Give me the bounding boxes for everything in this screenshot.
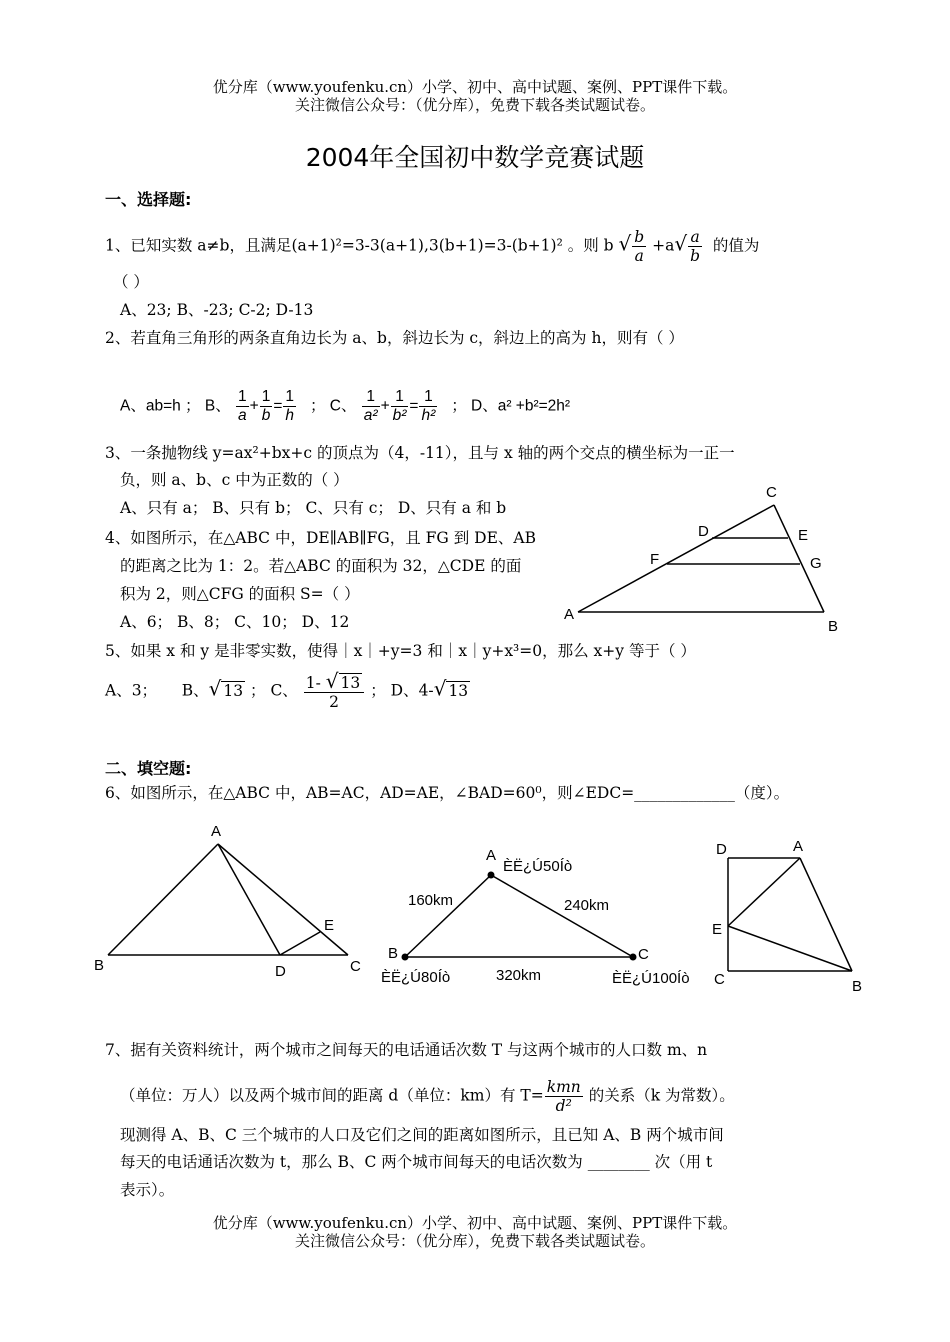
- q1-options: A、23; B、-23; C-2; D-13: [120, 301, 314, 319]
- q4-label-f: F: [650, 551, 660, 568]
- fig2-dist-ab: 160km: [408, 892, 454, 909]
- fig2-pop-b: ÈË¿Ú80Íò: [381, 969, 451, 986]
- q6-triangle-figure: [88, 820, 378, 985]
- q6-stem: 6、如图所示，在△ABC 中，AB=AC，AD=AE，∠BAD=60⁰，则∠EDC=_____________（度）。: [105, 784, 790, 802]
- fig2-pop-c: ÈË¿Ú100Íò: [612, 970, 690, 987]
- q4-label-b: B: [828, 618, 839, 635]
- fig3-label-d: D: [716, 841, 727, 858]
- fig1-label-b: B: [94, 957, 105, 974]
- fig3-label-a: A: [793, 838, 804, 855]
- q1-frac-a-over-b: $\frac{a}{b}$: [690, 228, 701, 265]
- q4-line-1: 4、如图所示，在△ABC 中，DE∥AB∥FG，且 FG 到 DE、AB: [105, 529, 536, 547]
- q2-options: A、ab=h ； B、 $\frac{1}{a}$ + $\frac{1}{b}$ = $\frac{1}{h}$ ； C、 $\frac{1}{\text{a²}}$ + $\frac{1}{\text{b²}}$ = $\frac{1}{\text{h²}}$ ； D、a² +b²=2h²: [120, 388, 571, 424]
- fig1-label-c: C: [350, 958, 361, 975]
- fig2-label-a: A: [486, 847, 497, 864]
- fig2-pop-a: ÈË¿Ú50Íò: [503, 858, 573, 875]
- q1-mid: +a: [652, 236, 675, 255]
- q3-options: A、只有 a； B、只有 b； C、只有 c； D、只有 a 和 b: [120, 499, 507, 517]
- page-title: 2004年全国初中数学竞赛试题: [305, 143, 645, 172]
- fig3-label-b: B: [852, 978, 863, 995]
- q2-stem: 2、若直角三角形的两条直角边长为 a、b，斜边长为 c，斜边上的高为 h，则有（ ）: [105, 329, 684, 347]
- q6-rectangle-figure: [700, 834, 870, 999]
- fig2-label-c: C: [638, 946, 649, 963]
- q4-label-c: C: [766, 484, 777, 501]
- q4-label-d: D: [698, 523, 709, 540]
- fig3-label-c: C: [714, 971, 725, 988]
- footer-line-1: 优分库（www.youfenku.cn）小学、初中、高中试题、案例、PPT课件下载。: [212, 1214, 738, 1232]
- q7-line-2: （单位：万人）以及两个城市间的距离 d（单位：km）有 T= $\frac{\text{kmn}}{\text{d²}}$ 的关系（k 为常数）。: [120, 1078, 735, 1115]
- q5-stem: 5、如果 x 和 y 是非零实数，使得｜x｜+y=3 和｜x｜y+x³=0，那么 x+y 等于（ ）: [105, 642, 696, 660]
- q4-line-3: 积为 2，则△CFG 的面积 S=（ ）: [120, 585, 360, 603]
- sqrt-sign-icon: √: [618, 231, 632, 256]
- q3-line-1: 3、一条抛物线 y=ax²+bx+c 的顶点为（4，-11），且与 x 轴的两个交点的横坐标为一正一: [105, 444, 735, 462]
- q7-line-4: 每天的电话通话次数为 t，那么 B、C 两个城市间每天的电话次数为 ________ 次（用 t: [120, 1153, 713, 1171]
- q4-options: A、6； B、8； C、10； D、12: [120, 613, 350, 631]
- section-heading-fill: 二、填空题:: [105, 759, 192, 778]
- fig2-dist-ac: 240km: [564, 897, 610, 914]
- q7-line-3: 现测得 A、B、C 三个城市的人口及它们之间的距离如图所示，且已知 A、B 两个城市间: [120, 1126, 724, 1144]
- fig1-label-e: E: [324, 917, 335, 934]
- fig1-label-d: D: [275, 963, 286, 980]
- sqrt-sign-icon: √: [674, 231, 688, 256]
- q1-frac-b-over-a: $\frac{b}{a}$: [634, 228, 645, 265]
- fig3-label-e: E: [712, 921, 723, 938]
- q4-label-a: A: [564, 606, 575, 623]
- fig1-label-a: A: [211, 823, 222, 840]
- q4-line-2: 的距离之比为 1：2。若△ABC 的面积为 32，△CDE 的面: [120, 557, 522, 575]
- fig2-dist-bc: 320km: [496, 967, 542, 984]
- q7-cities-figure: [378, 842, 708, 990]
- fig2-label-b: B: [388, 945, 399, 962]
- q1-stem: 1、已知实数 a≠b，且满足(a+1)²=3-3(a+1),3(b+1)=3-(b+1)² 。则 b: [105, 236, 614, 255]
- q1-tail: 的值为: [712, 236, 760, 255]
- q4-triangle-figure: [560, 478, 850, 638]
- q7-line-5: 表示）。: [120, 1181, 175, 1199]
- q4-label-g: G: [810, 555, 822, 572]
- q5-options: A、3； B、√ 13 ； C、 $\frac{1- √ 13}{2}$ ； D、4-√ 13: [105, 669, 469, 711]
- q3-line-2: 负，则 a、b、c 中为正数的（ ）: [120, 471, 349, 489]
- q4-label-e: E: [798, 527, 809, 544]
- q1-paren: （ ）: [113, 273, 149, 291]
- footer-line-2: 关注微信公众号：（优分库），免费下载各类试题试卷。: [294, 1232, 655, 1250]
- header-line-2: 关注微信公众号：（优分库），免费下载各类试题试卷。: [294, 96, 655, 114]
- q7-line-1: 7、据有关资料统计，两个城市之间每天的电话通话次数 T 与这两个城市的人口数 m、n: [105, 1041, 708, 1059]
- question-1: [105, 228, 759, 265]
- section-heading-choice: 一、选择题:: [105, 190, 192, 209]
- header-line-1: 优分库（www.youfenku.cn）小学、初中、高中试题、案例、PPT课件下载。: [212, 78, 738, 96]
